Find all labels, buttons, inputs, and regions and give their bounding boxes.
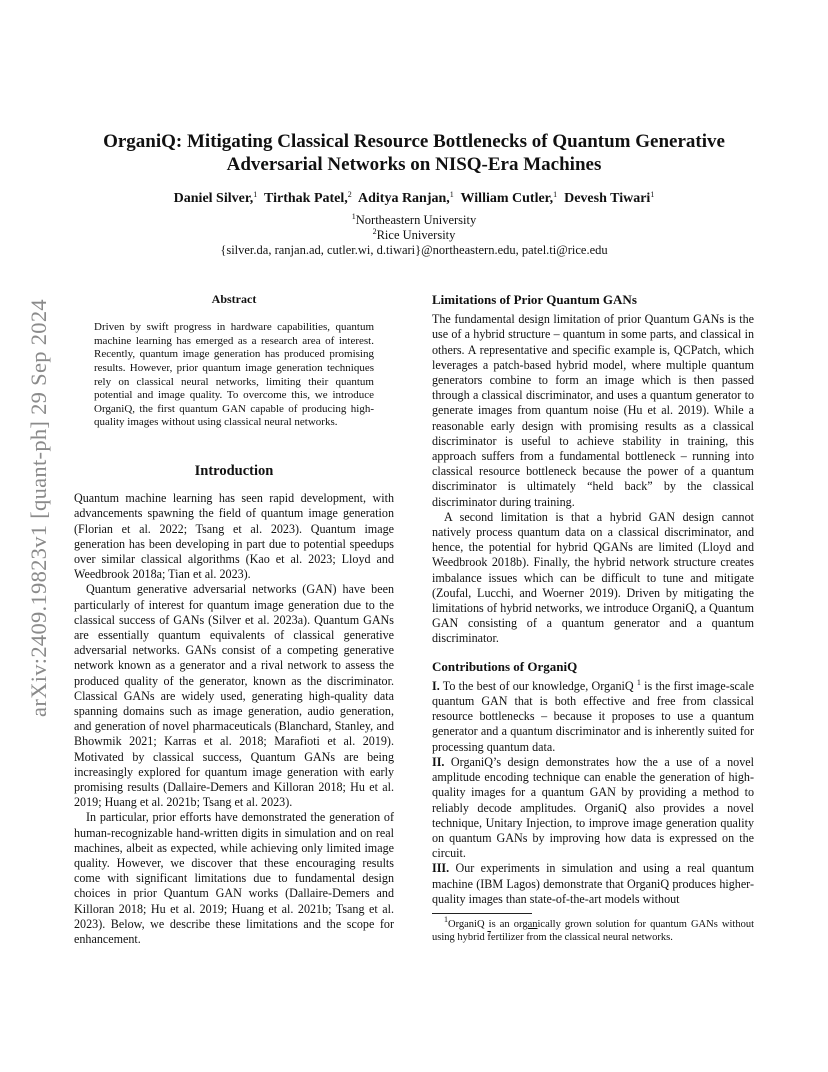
right-column <box>432 292 754 944</box>
author: Aditya Ranjan,$^1$ <box>358 190 454 206</box>
footnote: $^1$OrganiQ is an organically grown solution for quantum GANs without using hybrid $\overline{f}ertilizer$ from the classical neural networks. <box>432 914 754 943</box>
abstract-text: Driven by swift progress in hardware capabilities, quantum machine learning has emerged as a research area of interest. Recently, quantum image generation has produced promising results. However, prior quantum image generation techniques rely on classical neural networks, limiting their quantum potential and image quality. To overcome this, we introduce OrganiQ, the first quantum GAN capable of producing high-quality images without using classical neural networks. <box>94 321 374 429</box>
footnote-divider <box>432 913 532 914</box>
arxiv-identifier-stamp <box>24 276 54 740</box>
arxiv-identifier-text: arXiv:2409.19823v1 [quant-ph] 29 Sep 2024 <box>26 299 51 717</box>
author: Tirthak Patel,$^2$ <box>264 190 352 206</box>
author-list <box>60 190 768 208</box>
contribution-item: III. Our experiments in simulation and using a real quantum machine (IBM Lagos) demonstrate that OrganiQ produces higher-quality images than state-of-the-art models without <box>432 861 754 906</box>
author-emails: {silver.da, ranjan.ad, cutler.wi, d.tiwari}@northeastern.edu, patel.ti@rice.edu <box>220 243 608 257</box>
limitations-paragraph: A second limitation is that a hybrid GAN design cannot natively process quantum data on a classical discriminator, and hence, the potential for hybrid QGANs are limited (Lloyd and Weedbrook 2018b). Finally, the hybrid network structure creates imbalance issues which can be difficult to tune and mitigate (Zoufal, Lucchi, and Woerner 2019). Driven by mitigating the limitations of hybrid networks, we introduce OrganiQ, a Quantum GAN consisting of a quantum generator and a quantum discriminator. <box>432 509 754 646</box>
author: Devesh Tiwari$^1$ <box>564 190 655 206</box>
introduction-paragraph: Quantum generative adversarial networks (GAN) have been particularly of interest for quantum image generation due to the classical success of GANs (Silver et al. 2023a). Quantum GANs are essentially quantum equivalents of classical generative adversarial networks. GANs consist of a competing generative network known as a generator and a rival network to assess the produced quality of the generator, known as the discriminator. Classical GANs are widely used, generating high-quality data spanning domains such as image generation, audio generation, and generation of novel pharmaceuticals (Blanchard, Stanley, and Bhowmik 2021; Karras et al. 2018; Marafioti et al. 2019). Motivated by classical success, Quantum GANs are being increasingly explored for quantum image generation with early promising results (Dallaire-Demers and Killoran 2018; Hu et al. 2019; Huang et al. 2021b; Tsang et al. 2023). <box>74 582 394 810</box>
contribution-item: I. To the best of our knowledge, OrganiQ $^1$ is the first image-scale quantum GAN that is both effective and free from classical resource bottlenecks – because it proposes to use a quantum generator and a quantum discriminator and is inherently suited for processing quantum data. <box>432 677 754 754</box>
abstract-heading: Abstract <box>211 292 257 306</box>
introduction-paragraph: In particular, prior efforts have demonstrated the generation of human-recognizable hand-written digits in simulation and on real machines, albeit as expected, while achieving only limited image quality. However, we discover that these encouraging results come with significant limitations due to fundamental design choices in prior Quantum GAN works (Dallaire-Demers and Killoran 2018; Hu et al. 2019; Huang et al. 2021b; Tsang et al. 2023). Below, we describe these limitations and the scope for enhancement. <box>74 810 394 947</box>
introduction-heading: Introduction <box>194 462 274 479</box>
paper-title <box>60 130 768 176</box>
contributions-heading: Contributions of OrganiQ <box>432 658 578 674</box>
author: Daniel Silver,$^1$ <box>173 190 258 206</box>
affiliations <box>60 213 768 258</box>
introduction-paragraph: Quantum machine learning has seen rapid development, with advancements spawning the field of quantum image generation (Florian et al. 2022; Tsang et al. 2023). Quantum image generation has been developing in part due to potential speedups over similar classical algorithms (Kao et al. 2023; Lloyd and Weedbrook 2018a; Tian et al. 2023). <box>74 491 394 582</box>
footnote-marker: 1 <box>636 677 641 687</box>
limitations-heading: Limitations of Prior Quantum GANs <box>432 292 637 307</box>
contribution-item: II. OrganiQ’s design demonstrates how the a use of a novel amplitude encoding technique can enable the generation of high-quality images for a quantum GAN by providing a method to reliably decode amplitudes. OrganiQ also provides a novel technique, Unitary Injection, to improve image generation quality on quantum GANs by improving how data is expressed on the circuit. <box>432 754 754 861</box>
title-line-2: Adversarial Networks on NISQ-Era Machines <box>226 154 602 175</box>
affiliation: $^2$Rice University <box>372 227 456 242</box>
limitations-paragraph: The fundamental design limitation of prior Quantum GANs is the use of a hybrid structure – quantum in some parts, and classical in others. A representative and specific example is, QCPatch, which leverages a patch-based hybrid model, where multiple quantum generators combine to form an image which is then passed through a classical discriminator, and uses a quantum generator to generate images from quantum noise (Hu et al. 2019). While a reasonable early design with promising results as a classical discriminator is useful to achieve stability in training, this approach suffers from a fundamental bottleneck – running into classical resource bottleneck because the power of a quantum discriminator is ultimately “held back” by the classical discriminator during training. <box>432 312 754 509</box>
affiliation: $^1$Northeastern University <box>351 212 477 227</box>
author: William Cutler,$^1$ <box>460 190 558 206</box>
title-line-1: OrganiQ: Mitigating Classical Resource Bottlenecks of Quantum Generative <box>103 131 725 152</box>
left-column <box>74 292 394 947</box>
